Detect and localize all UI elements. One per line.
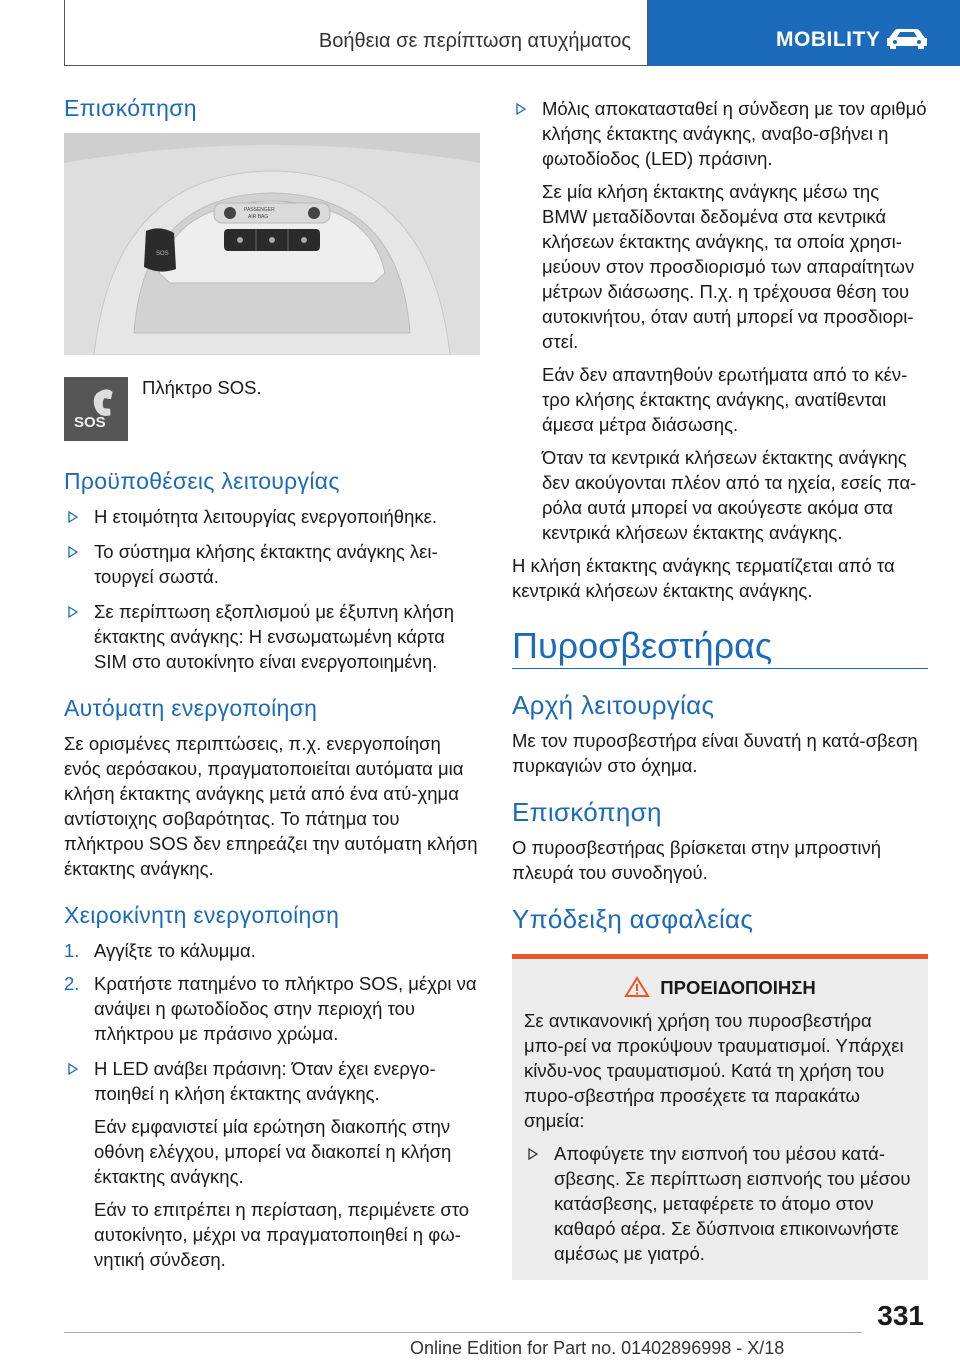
- step-text: Κρατήστε πατημένο το πλήκτρο SOS, μέχρι να ανάψει η φωτοδίοδος στην περιοχή του πλήκτρου με πράσινο χρώμα.: [94, 973, 477, 1044]
- connection-bullet: [512, 96, 928, 171]
- prereq-item: [64, 504, 480, 529]
- auto-activation-heading: Αυτόματη ενεργοποίηση: [64, 695, 318, 721]
- warning-box: [512, 954, 928, 1280]
- extinguisher-heading: Πυροσβεστήρας: [512, 633, 928, 669]
- connection-sub-1: Σε μία κλήση έκτακτης ανάγκης μέσω της BMW μεταδίδονται δεδομένα στα κεντρικά κλήσεων έκτακτης ανάγκης, τα οποία χρησι-μεύουν στον προσδιορισμό των απαραίτητων μέτρων διάσωσης. Π.χ. η τρέχουσα θέση του αυτοκινήτου, όταν αυτή μπορεί να προσδιορι-στεί.: [542, 181, 915, 352]
- led-bullet: [64, 1056, 480, 1106]
- extinguisher-overview-text: Ο πυροσβεστήρας βρίσκεται στην μπροστινή πλευρά του συνοδηγού.: [512, 837, 882, 883]
- warning-triangle-icon: [624, 976, 650, 998]
- warning-title: ΠΡΟΕΙΔΟΠΟΙΗΣΗ: [660, 977, 816, 998]
- step-text: Αγγίξτε το κάλυμμα.: [94, 940, 256, 961]
- bullet-triangle-icon: [68, 511, 78, 523]
- edition-info: Online Edition for Part no. 01402896998 - X/18: [410, 1338, 785, 1358]
- page-number: 331: [877, 1300, 924, 1331]
- sos-button-icon: [64, 377, 128, 441]
- prereq-text: Το σύστημα κλήσης έκτακτης ανάγκης λει-τουργεί σωστά.: [94, 541, 438, 587]
- header-title-box: [64, 0, 648, 66]
- bullet-triangle-icon: [68, 1063, 78, 1075]
- footer-divider: [64, 1332, 862, 1333]
- mobility-label: MOBILITY: [776, 28, 881, 51]
- step-number: 1.: [64, 940, 80, 961]
- prereq-text: Η ετοιμότητα λειτουργίας ενεργοποιήθηκε.: [94, 506, 437, 527]
- sos-panel-photo: [64, 133, 480, 355]
- bullet-triangle-icon: [68, 546, 78, 558]
- prereq-text: Σε περίπτωση εξοπλισμού με έξυπνη κλήση έκτακτης ανάγκης: Η ενσωματωμένη κάρτα SIM στο αυτοκίνητο είναι ενεργοποιημένη.: [94, 601, 455, 672]
- prereq-item: [64, 599, 480, 674]
- prereq-heading: Προϋποθέσεις λειτουργίας: [64, 468, 340, 494]
- prereq-item: [64, 539, 480, 589]
- step-number: 2.: [64, 973, 80, 994]
- passenger-airbag-label-2: AIR BAG: [248, 214, 269, 220]
- extinguisher-overview-heading: Επισκόπηση: [512, 797, 662, 827]
- passenger-airbag-label-1: PASSENGER: [244, 207, 275, 213]
- warning-bullet-text: Αποφύγετε την εισπνοή του μέσου κατά-σβεσης. Σε περίπτωση εισπνοής του μέσου κατάσβεσης, μεταφέρετε το άτομο στον καθαρό αέρα. Σε δύσπνοια επικοινωνήστε αμέσως με γιατρό.: [554, 1143, 911, 1264]
- warning-title-row: [524, 975, 916, 1000]
- manual-activation-heading: Χειροκίνητη ενεργοποίηση: [64, 902, 340, 928]
- connection-sub-3: Όταν τα κεντρικά κλήσεων έκτακτης ανάγκης δεν ακούγονται πλέον από τα ηχεία, εσείς πα-ρόλα αυτά μπορεί να ακούγεστε ακόμα στα κεντρικά κλήσεων έκτακτης ανάγκης.: [542, 447, 917, 543]
- car-icon: [884, 26, 930, 50]
- principle-text: Με τον πυροσβεστήρα είναι δυνατή η κατά-σβεση πυρκαγιών στο όχημα.: [512, 730, 918, 776]
- call-end-text: Η κλήση έκτακτης ανάγκης τερματίζεται από τα κεντρικά κλήσεων έκτακτης ανάγκης.: [512, 555, 895, 601]
- bullet-triangle-icon: [528, 1148, 538, 1160]
- page-chapter-title: Βοήθεια σε περίπτωση ατυχήματος: [318, 30, 631, 52]
- connection-bullet-text: Μόλις αποκατασταθεί η σύνδεση με τον αριθμό κλήσης έκτακτης ανάγκης, αναβο-σβήνει η φωτοδίοδος (LED) πράσινη.: [542, 98, 927, 169]
- bullet-triangle-icon: [68, 606, 78, 618]
- auto-activation-text: Σε ορισμένες περιπτώσεις, π.χ. ενεργοποίηση ενός αερόσακου, πραγματοποιείται αυτόματα μια κλήση έκτακτης ανάγκης μετά από ένα ατύ-χημα αντίστοιχης σοβαρότητας. Το πάτημα του πλήκτρου SOS δεν επηρεάζει την αυτόματη κλήση έκτακτης ανάγκης.: [64, 733, 478, 879]
- led-bullet-text: Η LED ανάβει πράσινη: Όταν έχει ενεργο-ποιηθεί η κλήση έκτακτης ανάγκης.: [94, 1058, 436, 1104]
- safety-heading: Υπόδειξη ασφαλείας: [512, 904, 754, 934]
- connection-sub-2: Εάν δεν απαντηθούν ερωτήματα από το κέν-τρο κλήσης έκτακτης ανάγκης, ανατίθενται άμεσα μέτρα διάσωσης.: [542, 364, 908, 435]
- warning-text: Σε αντικανονική χρήση του πυροσβεστήρα μπο-ρεί να προκύψουν τραυματισμοί. Υπάρχει κίνδυ-νος τραυματισμού. Κατά τη χρήση του πυρο-σβεστήρα προσέχετε τα παρακάτω σημεία:: [524, 1010, 904, 1131]
- warning-bullet: [524, 1141, 916, 1266]
- mobility-tab: [648, 0, 960, 66]
- bullet-triangle-icon: [516, 103, 526, 115]
- photo-sos-label: SOS: [156, 251, 169, 257]
- sos-caption: Πλήκτρο SOS.: [142, 377, 262, 398]
- manual-step: [64, 971, 480, 1046]
- principle-heading: Αρχή λειτουργίας: [512, 690, 715, 720]
- manual-step: [64, 938, 480, 963]
- led-sub-text-1: Εάν εμφανιστεί μία ερώτηση διακοπής στην οθόνη ελέγχου, μπορεί να διακοπεί η κλήση έκτακτης ανάγκης.: [94, 1116, 452, 1187]
- overhead-console-illustration: [64, 133, 480, 355]
- sos-icon-text: SOS: [74, 414, 106, 431]
- overview-heading: Επισκόπηση: [64, 95, 197, 121]
- led-sub-text-2: Εάν το επιτρέπει η περίσταση, περιμένετε στο αυτοκίνητο, μέχρι να πραγματοποιηθεί η φω-νητική σύνδεση.: [94, 1199, 470, 1270]
- left-column: [64, 96, 480, 1272]
- right-column: [512, 96, 928, 1280]
